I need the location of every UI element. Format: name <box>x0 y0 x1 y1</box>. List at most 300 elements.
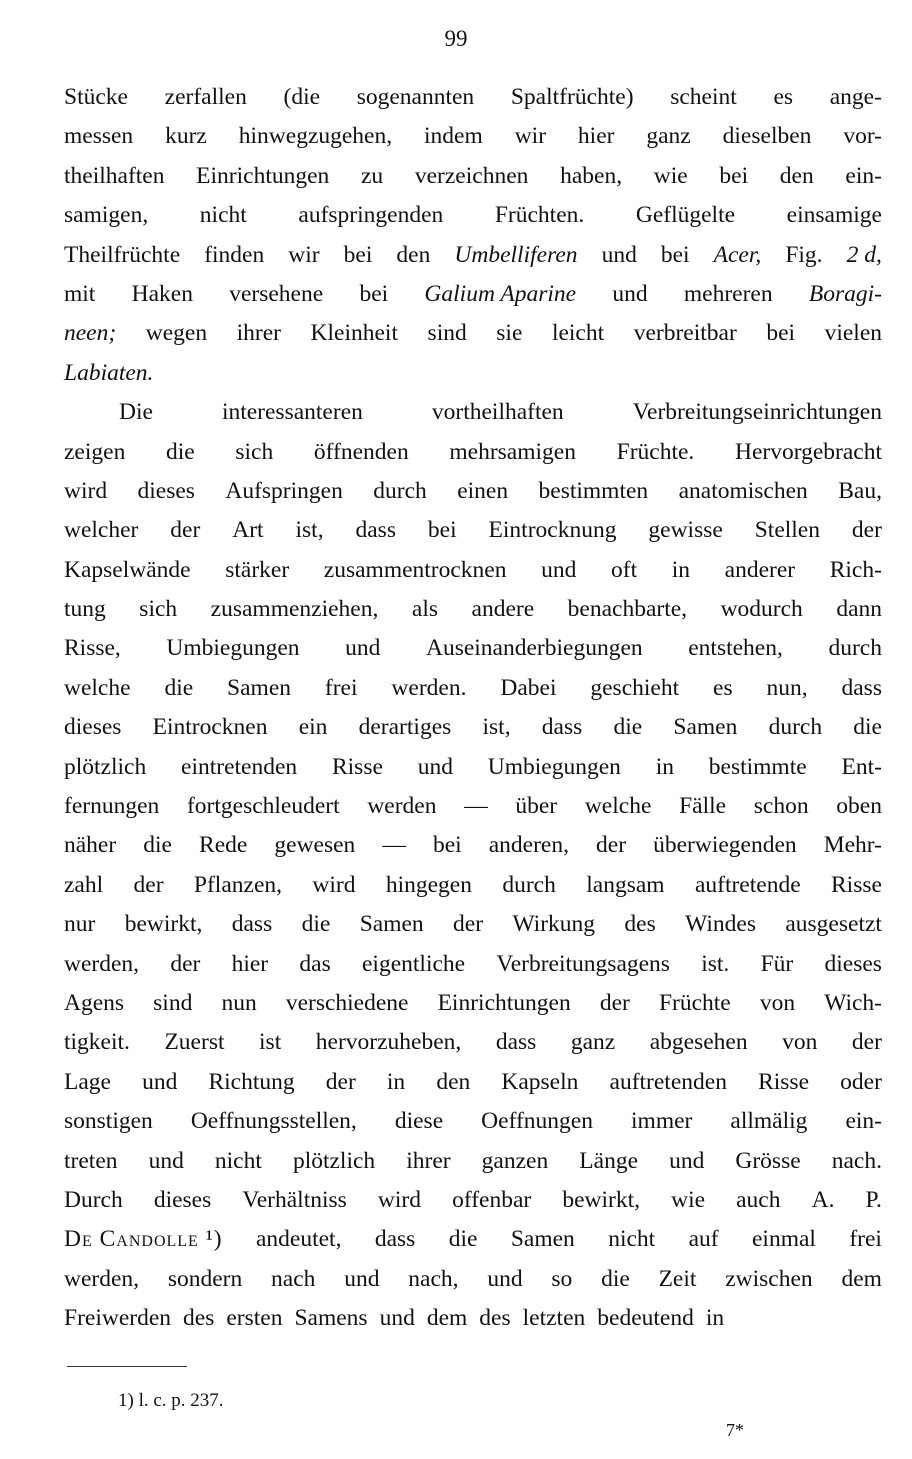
word: zwischen <box>725 1265 813 1292</box>
word: näher <box>64 832 117 859</box>
word: Agens <box>64 989 125 1016</box>
word: — <box>382 832 406 859</box>
word: sonstigen <box>64 1108 153 1135</box>
text-line <box>64 236 882 275</box>
text-line <box>64 157 882 196</box>
word: mit <box>64 280 96 307</box>
word: ist, <box>482 714 511 741</box>
word: Zeit <box>658 1265 697 1292</box>
word: sogenannten <box>356 84 475 110</box>
word: Verbreitungseinrichtungen <box>632 399 882 426</box>
word: Boragi- <box>808 280 882 307</box>
word: auf <box>688 1226 719 1253</box>
word: bei <box>432 832 462 859</box>
word: Wirkung <box>512 911 596 938</box>
word: und <box>417 753 453 780</box>
text-line <box>64 1299 882 1338</box>
word: Früchte <box>658 989 731 1016</box>
word: der <box>325 1068 356 1095</box>
word: mehreren <box>683 280 773 307</box>
word: Freiwerden <box>64 1305 172 1332</box>
word: Haken <box>131 280 193 307</box>
word: Eintrocknen <box>152 714 268 741</box>
word: Umbelliferen <box>454 241 578 268</box>
word: diese <box>394 1108 444 1135</box>
word: und <box>669 1147 705 1174</box>
word: auftretenden <box>609 1068 727 1095</box>
word: ein- <box>845 1108 882 1135</box>
word: bewirkt, <box>124 911 203 938</box>
word: ange- <box>829 84 882 110</box>
word: bei <box>766 320 796 347</box>
word: welcher <box>64 517 139 544</box>
text-line <box>64 275 882 314</box>
word: Früchte. <box>616 438 695 465</box>
word: werden. <box>391 674 467 701</box>
word: fernungen <box>64 793 160 820</box>
word: aufspringenden <box>298 202 444 229</box>
word: vielen <box>824 320 882 347</box>
word: Kapseln <box>501 1068 579 1095</box>
word: fortgeschleudert <box>186 793 340 820</box>
word: werden <box>367 793 437 820</box>
word: nach <box>271 1265 316 1292</box>
word: dieses <box>824 950 882 977</box>
word: öffnenden <box>313 438 409 465</box>
word: sie <box>496 320 523 347</box>
word: versehene <box>229 280 324 307</box>
word: tigkeit. <box>64 1029 130 1056</box>
word: derartiges <box>358 714 452 741</box>
word: mehrsamigen <box>449 438 576 465</box>
text-line <box>64 590 882 629</box>
word: Samen <box>227 674 292 701</box>
word: Geflügelte <box>635 202 736 229</box>
word: Galium Aparine <box>424 280 577 307</box>
word: und <box>344 1265 380 1292</box>
word: nicht <box>214 1147 262 1174</box>
word: finden <box>204 241 265 268</box>
word: ist, <box>295 517 324 544</box>
word: die <box>143 832 172 859</box>
word: wird <box>312 871 356 898</box>
word: neen; <box>64 320 117 347</box>
text-line <box>64 1260 882 1299</box>
word: einen <box>457 477 509 504</box>
word: leicht <box>551 320 605 347</box>
word: Früchten. <box>494 202 585 229</box>
word: dieselben <box>722 123 812 150</box>
word: Einrichtungen <box>196 162 330 189</box>
word: hervorzuheben, <box>315 1029 462 1056</box>
word: sondern <box>167 1265 243 1292</box>
word: entstehen, <box>688 635 783 662</box>
word: plötzlich <box>292 1147 376 1174</box>
word: wie <box>671 1186 706 1213</box>
word: einmal <box>752 1226 816 1253</box>
word: ist <box>259 1029 282 1056</box>
text-line <box>64 826 882 865</box>
word: oft <box>611 556 638 583</box>
word: wir <box>514 123 547 150</box>
word: durch <box>502 871 556 898</box>
text-line <box>64 196 882 235</box>
word: wird <box>377 1186 421 1213</box>
footnote: 1) l. c. p. 237. <box>118 1390 224 1411</box>
word: Samen <box>510 1226 575 1253</box>
word: wodurch <box>720 596 803 623</box>
word: scheint <box>670 84 737 110</box>
word: ganz <box>570 1029 616 1056</box>
word: oben <box>836 793 882 820</box>
word: Verbreitungsagens <box>496 950 670 977</box>
word: Pflanzen, <box>193 871 282 898</box>
text-line <box>64 472 882 511</box>
word: dass <box>231 911 273 938</box>
word: bei <box>427 517 457 544</box>
word: des <box>479 1305 511 1332</box>
word: verschiedene <box>285 989 409 1016</box>
word: sich <box>139 596 178 623</box>
text-line <box>64 1142 882 1181</box>
word: Zuerst <box>164 1029 225 1056</box>
text-line <box>64 708 882 747</box>
word: und <box>601 241 637 268</box>
word: hinwegzugehen, <box>238 123 393 150</box>
word: — <box>464 793 488 820</box>
word: eigentliche <box>362 950 466 977</box>
word: Durch <box>64 1186 123 1213</box>
word: dieses <box>137 477 195 504</box>
word: und <box>142 1068 178 1095</box>
word: der <box>596 832 627 859</box>
word: allmälig <box>730 1108 808 1135</box>
word: theilhaften <box>64 162 165 189</box>
word: werden, <box>64 1265 140 1292</box>
word: von <box>759 989 796 1016</box>
word: oder <box>840 1068 882 1095</box>
word: dass <box>841 674 882 701</box>
word: hier <box>231 950 269 977</box>
word: die <box>448 1226 478 1253</box>
word: dass <box>495 1029 537 1056</box>
word: Umbiegungen <box>487 753 621 780</box>
word: welche <box>584 793 652 820</box>
word: P. <box>865 1186 882 1213</box>
word: durch <box>828 635 882 662</box>
page-number: 99 <box>444 26 468 51</box>
word: dem <box>426 1305 468 1332</box>
word: nur <box>64 911 96 938</box>
text-line <box>64 314 882 353</box>
word: Fig. <box>785 241 823 268</box>
word: durch <box>768 714 823 741</box>
word: Rich- <box>829 556 882 583</box>
word: wird <box>64 477 108 504</box>
word: auftretende <box>694 871 801 898</box>
word: ganz <box>646 123 691 150</box>
word: der <box>851 517 882 544</box>
word: Oeffnungsstellen, <box>190 1108 357 1135</box>
word: und <box>379 1305 415 1332</box>
word: ausgesetzt <box>785 911 882 938</box>
word: des <box>183 1305 215 1332</box>
word: der <box>599 989 630 1016</box>
word: wie <box>653 162 688 189</box>
text-line <box>64 629 882 668</box>
word: Windes <box>685 911 756 938</box>
word: zusammentrocknen <box>323 556 507 583</box>
word: frei <box>324 674 358 701</box>
word: den <box>779 162 814 189</box>
word: nach, <box>408 1265 459 1292</box>
text-line <box>64 945 882 984</box>
word: zerfallen <box>164 84 247 110</box>
word: stärker <box>225 556 290 583</box>
text-line <box>64 866 882 905</box>
word: so <box>551 1265 573 1292</box>
word: wegen <box>145 320 208 347</box>
word: Auseinanderbiegungen <box>425 635 643 662</box>
word: plötzlich <box>64 753 147 780</box>
word: Stücke <box>64 84 128 110</box>
word: bestimmte <box>708 753 807 780</box>
word: gewisse <box>648 517 723 544</box>
word: Bau, <box>838 477 882 504</box>
word: nun, <box>766 674 808 701</box>
word: und <box>541 556 577 583</box>
word: (die <box>283 84 321 110</box>
word: schon <box>753 793 809 820</box>
word: hingegen <box>385 871 472 898</box>
word: Acer, <box>713 241 762 268</box>
word: über <box>515 793 558 820</box>
text-line <box>64 1220 882 1259</box>
word: nicht <box>608 1226 656 1253</box>
word: es <box>773 84 794 110</box>
text-line <box>64 748 882 787</box>
word: ihrer <box>406 1147 451 1174</box>
text-line <box>64 787 882 826</box>
word: vor- <box>843 123 882 150</box>
word: dieses <box>64 714 122 741</box>
word: Mehr- <box>823 832 882 859</box>
word: bei <box>719 162 749 189</box>
word: der <box>133 871 164 898</box>
text-line <box>64 433 882 472</box>
text-line <box>64 1181 882 1220</box>
word: De Candolle ¹) <box>64 1226 223 1253</box>
word: Theilfrüchte <box>64 241 181 268</box>
word: zeigen <box>64 438 126 465</box>
text-line <box>64 393 882 432</box>
word: offenbar <box>452 1186 532 1213</box>
word: immer <box>631 1108 693 1135</box>
word: Dabei <box>500 674 557 701</box>
word: ihrer <box>236 320 281 347</box>
word: Ent- <box>841 753 882 780</box>
word: überwiegenden <box>653 832 797 859</box>
word: dass <box>355 517 396 544</box>
word: des <box>624 911 656 938</box>
word: und <box>612 280 648 307</box>
text-line <box>64 511 882 550</box>
word: Länge <box>579 1147 638 1174</box>
word: Labiaten. <box>64 359 154 386</box>
word: der <box>170 517 201 544</box>
word: in <box>671 556 691 583</box>
word: Risse <box>831 871 882 898</box>
word: anderer <box>724 556 796 583</box>
word: langsam <box>586 871 665 898</box>
word: letzten <box>522 1305 586 1332</box>
word: Kapselwände <box>64 556 191 583</box>
word: eintretenden <box>181 753 298 780</box>
signature-mark: 7* <box>726 1420 744 1440</box>
word: bewirkt, <box>562 1186 640 1213</box>
word: einsamige <box>786 202 882 229</box>
word: den <box>436 1068 471 1095</box>
text-line <box>64 117 882 156</box>
word: treten <box>64 1147 118 1174</box>
word: Oeffnungen <box>481 1108 593 1135</box>
word: Einrichtungen <box>437 989 571 1016</box>
word: und <box>148 1147 184 1174</box>
word: indem <box>424 123 483 150</box>
word: sich <box>235 438 274 465</box>
word: zusammenziehen, <box>210 596 379 623</box>
word: verbreitbar <box>633 320 737 347</box>
word: in <box>705 1305 725 1332</box>
word: nicht <box>199 202 247 229</box>
word: als <box>411 596 438 623</box>
word: A. <box>811 1186 835 1213</box>
text-line <box>64 669 882 708</box>
word: hier <box>577 123 615 150</box>
word: Umbiegungen <box>166 635 300 662</box>
text-line <box>64 905 882 944</box>
word: werden, <box>64 950 140 977</box>
text-line <box>64 78 882 117</box>
word: nach. <box>831 1147 882 1174</box>
word: die <box>613 714 643 741</box>
word: dass <box>541 714 583 741</box>
word: in <box>655 753 674 780</box>
word: der <box>170 950 201 977</box>
word: Art <box>232 517 264 544</box>
text-line <box>64 984 882 1023</box>
word: haben, <box>560 162 623 189</box>
word: der <box>453 911 484 938</box>
word: messen <box>64 123 134 150</box>
word: ein- <box>845 162 882 189</box>
word: ersten <box>226 1305 283 1332</box>
word: ist. <box>701 950 730 977</box>
word: verzeichnen <box>414 162 529 189</box>
word: die <box>301 911 331 938</box>
word: ein <box>298 714 328 741</box>
word: und <box>345 635 381 662</box>
word: Samens <box>294 1305 368 1332</box>
word: sind <box>153 989 193 1016</box>
text-line <box>64 1023 882 1062</box>
word: anderen, <box>488 832 569 859</box>
word: bedeutend <box>597 1305 694 1332</box>
word: Grösse <box>735 1147 801 1174</box>
word: bestimmten <box>538 477 649 504</box>
word: der <box>851 1029 882 1056</box>
word: durch <box>373 477 427 504</box>
word: die <box>601 1265 630 1292</box>
word: die <box>165 438 195 465</box>
word: dieses <box>153 1186 212 1213</box>
word: interessanteren <box>221 399 363 426</box>
word: gewesen <box>274 832 356 859</box>
word: kurz <box>165 123 207 150</box>
word: anatomischen <box>678 477 808 504</box>
word: andeutet, <box>255 1226 342 1253</box>
word: Eintrocknung <box>488 517 617 544</box>
word: den <box>396 241 431 268</box>
text-line <box>64 551 882 590</box>
word: benachbarte, <box>567 596 688 623</box>
word: die <box>164 674 194 701</box>
word: wir <box>288 241 320 268</box>
word: vortheilhaften <box>431 399 564 426</box>
word: Risse <box>331 753 383 780</box>
word: bei <box>343 241 373 268</box>
word: zahl <box>64 871 104 898</box>
word: bei <box>359 280 389 307</box>
word: auch <box>736 1186 781 1213</box>
word: abgesehen <box>649 1029 748 1056</box>
body-text <box>64 78 882 1339</box>
word: Verhältniss <box>242 1186 347 1213</box>
text-line <box>64 354 882 393</box>
word: Richtung <box>208 1068 295 1095</box>
word: Für <box>760 950 794 977</box>
word: zu <box>361 162 384 189</box>
word: das <box>299 950 331 977</box>
word: welche <box>64 674 131 701</box>
word: Kleinheit <box>310 320 398 347</box>
word: nun <box>221 989 257 1016</box>
word: Risse, <box>64 635 121 662</box>
word: frei <box>849 1226 882 1253</box>
word: in <box>386 1068 406 1095</box>
word: samigen, <box>64 202 149 229</box>
word: dem <box>841 1265 882 1292</box>
word: Stellen <box>754 517 820 544</box>
word: die <box>853 714 882 741</box>
word: es <box>713 674 733 701</box>
word: dann <box>836 596 882 623</box>
word: bei <box>660 241 690 268</box>
word: Risse <box>758 1068 810 1095</box>
word: Fälle <box>679 793 727 820</box>
word: Samen <box>359 911 424 938</box>
word: tung <box>64 596 106 623</box>
word: geschieht <box>590 674 680 701</box>
word: Samen <box>673 714 738 741</box>
footnote-divider <box>67 1366 187 1367</box>
text-line <box>64 1102 882 1141</box>
text-line <box>64 1063 882 1102</box>
word: andere <box>471 596 535 623</box>
word: Lage <box>64 1068 111 1095</box>
word: ganzen <box>481 1147 549 1174</box>
word: dass <box>374 1226 416 1253</box>
